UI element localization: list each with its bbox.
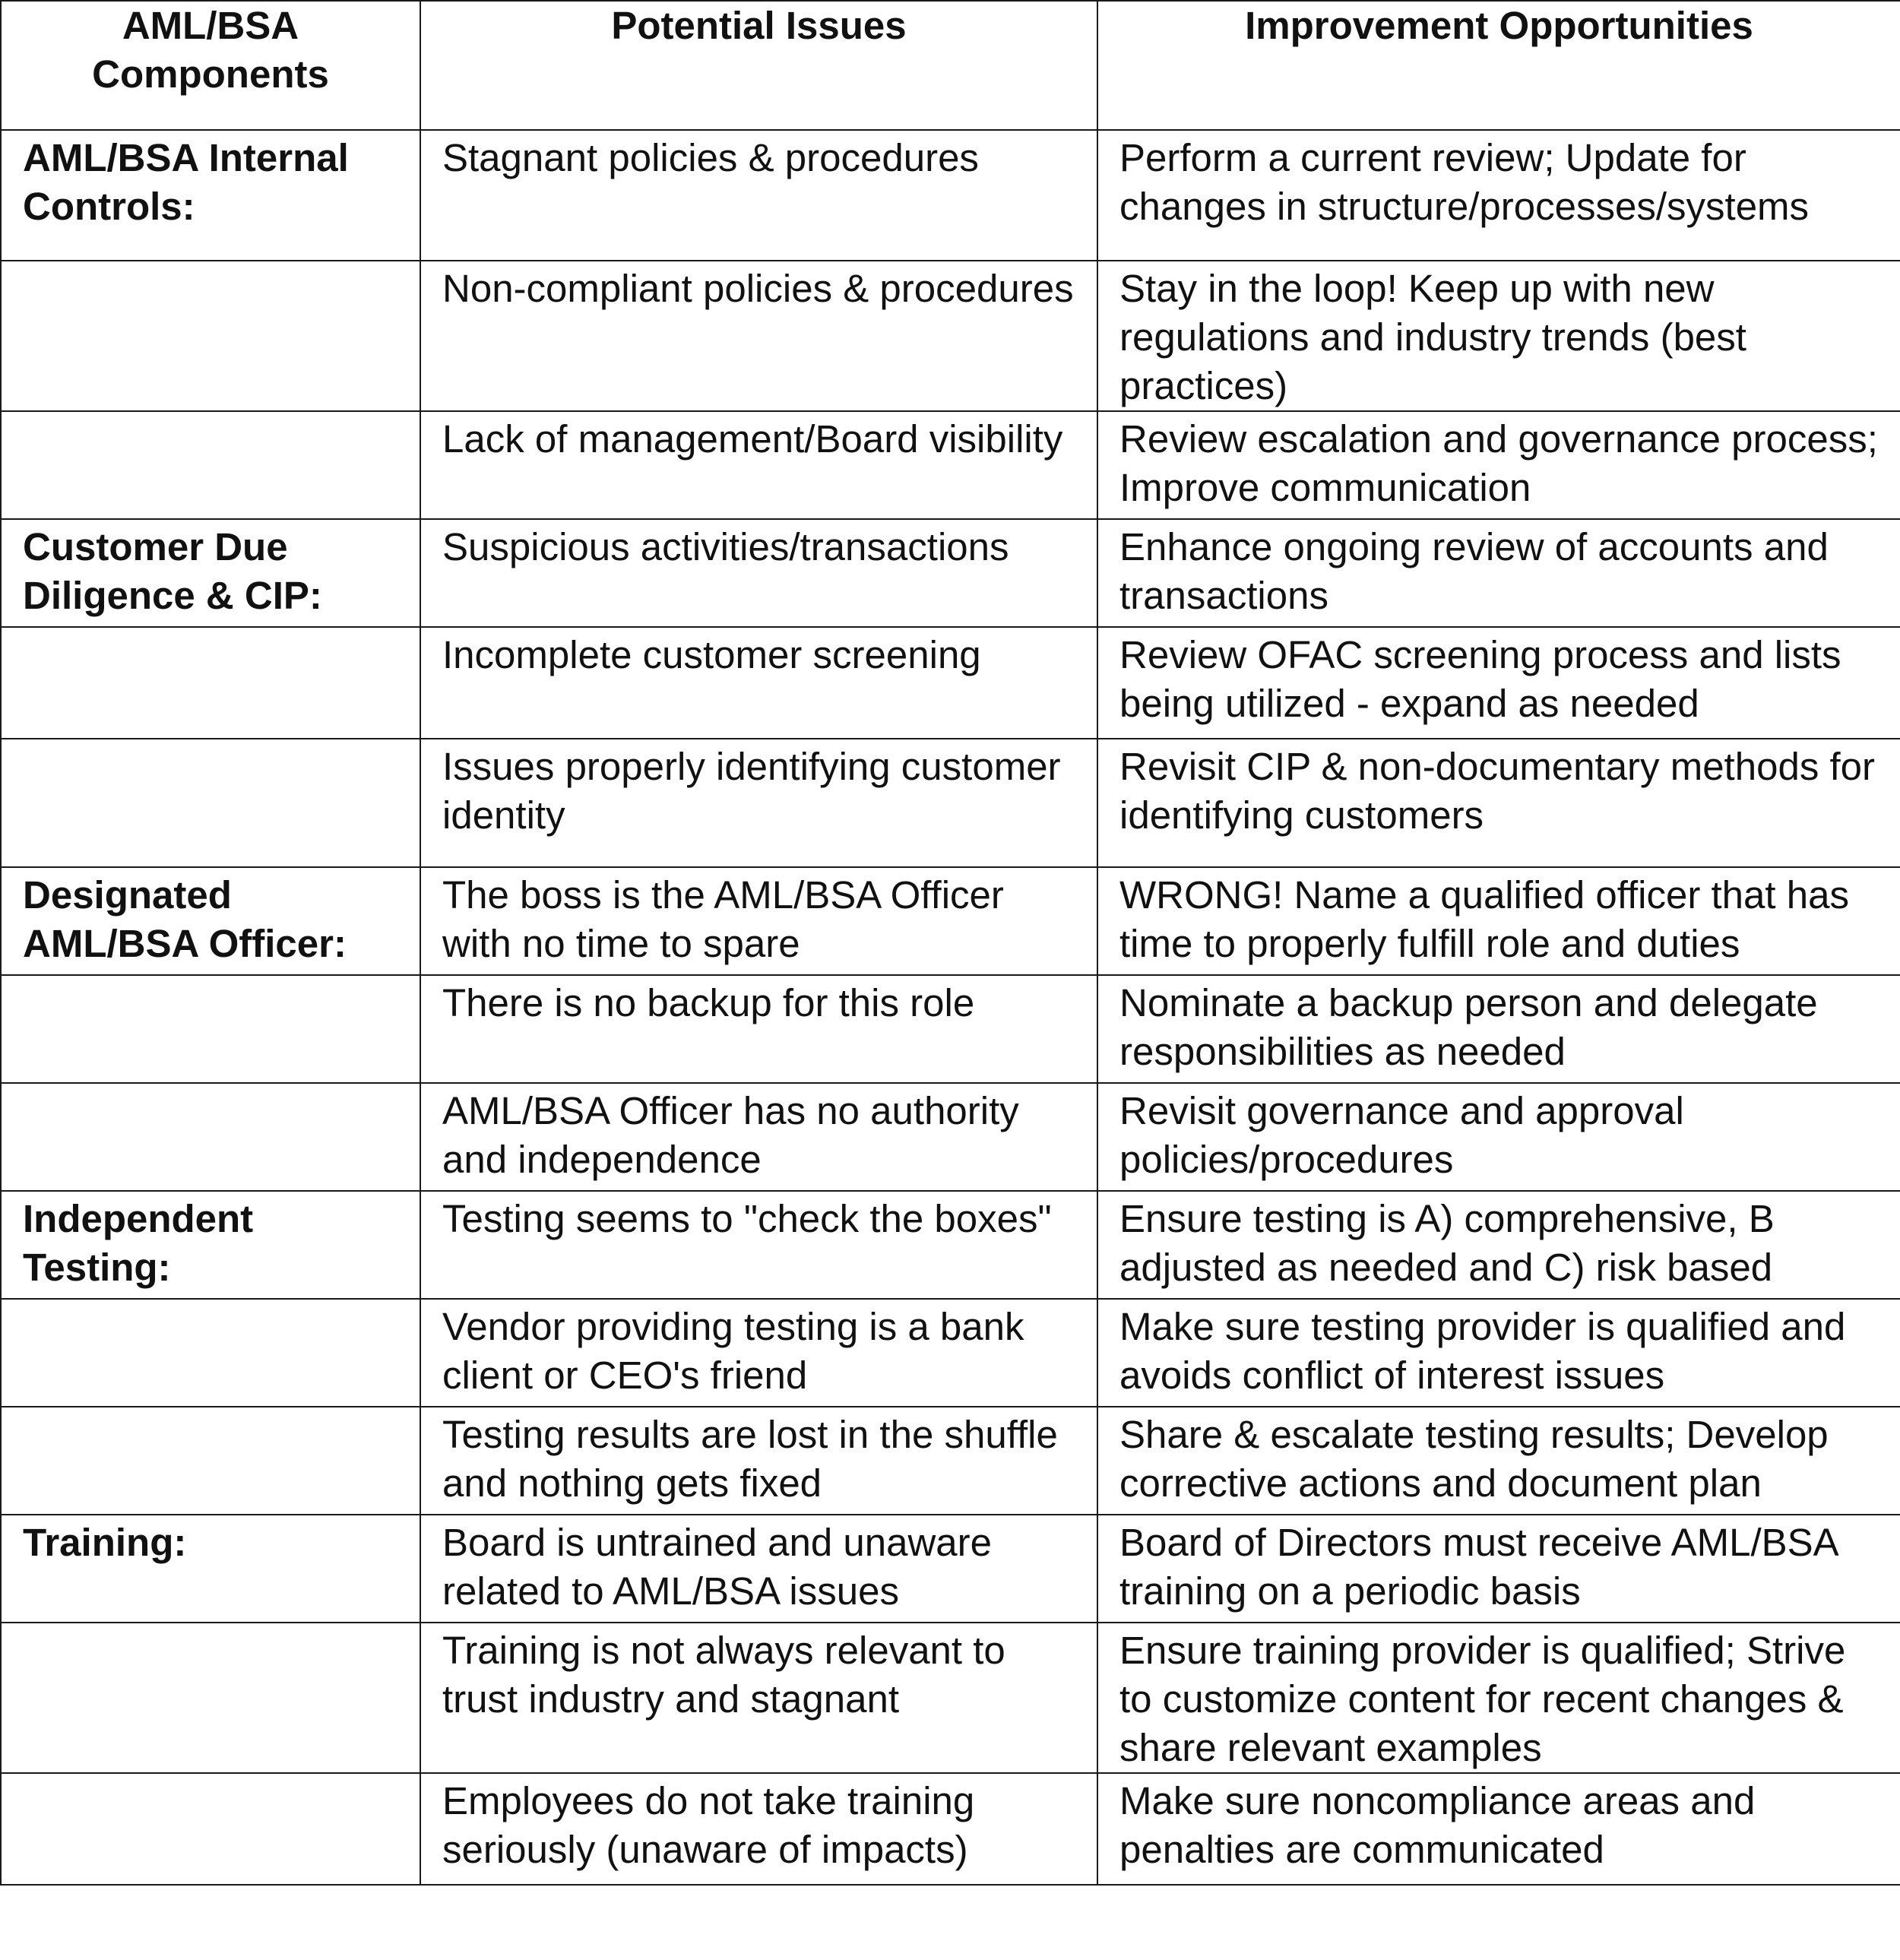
table-row [1,1299,1900,1407]
component-cell: Independent Testing: [1,1191,420,1299]
improvement-cell: Make sure testing provider is qualified and avoids conflict of interest issues [1097,1299,1900,1407]
table-row [1,867,1900,975]
issue-cell: There is no backup for this role [420,975,1097,1083]
improvement-cell: Ensure testing is A) comprehensive, B adjusted as needed and C) risk based [1097,1191,1900,1299]
issue-cell: Employees do not take training seriously (unaware of impacts) [420,1773,1097,1885]
component-cell: AML/BSA Internal Controls: [1,130,420,261]
improvement-cell: Perform a current review; Update for changes in structure/processes/systems [1097,130,1900,261]
component-cell [1,627,420,739]
component-cell [1,1299,420,1407]
improvement-cell: Ensure training provider is qualified; Strive to customize content for recent changes & share relevant examples [1097,1623,1900,1773]
improvement-cell: Revisit governance and approval policies/procedures [1097,1083,1900,1191]
improvement-cell: Review escalation and governance process; Improve communication [1097,411,1900,519]
table-row [1,1515,1900,1623]
issue-cell: Vendor providing testing is a bank client or CEO's friend [420,1299,1097,1407]
component-cell [1,1773,420,1885]
table-row [1,627,1900,739]
improvement-cell: Make sure noncompliance areas and penalties are communicated [1097,1773,1900,1885]
improvement-cell: Revisit CIP & non-documentary methods for identifying customers [1097,739,1900,867]
header-components: AML/BSA Components [1,1,420,130]
table-row [1,1773,1900,1885]
table-row [1,1407,1900,1515]
table-row [1,1623,1900,1773]
issue-cell: Stagnant policies & procedures [420,130,1097,261]
table-row [1,975,1900,1083]
table-row [1,261,1900,411]
table-row [1,411,1900,519]
component-cell [1,1623,420,1773]
header-row [1,1,1900,130]
issue-cell: Suspicious activities/transactions [420,519,1097,627]
table-row [1,1191,1900,1299]
component-cell [1,1083,420,1191]
table-row [1,130,1900,261]
improvement-cell: Nominate a backup person and delegate responsibilities as needed [1097,975,1900,1083]
improvement-cell: Board of Directors must receive AML/BSA training on a periodic basis [1097,1515,1900,1623]
issue-cell: Lack of management/Board visibility [420,411,1097,519]
component-cell [1,975,420,1083]
component-cell [1,261,420,411]
issue-cell: Testing seems to "check the boxes" [420,1191,1097,1299]
component-cell [1,411,420,519]
component-cell [1,1407,420,1515]
issue-cell: Non-compliant policies & procedures [420,261,1097,411]
issue-cell: Incomplete customer screening [420,627,1097,739]
improvement-cell: WRONG! Name a qualified officer that has time to properly fulfill role and duties [1097,867,1900,975]
issue-cell: Testing results are lost in the shuffle and nothing gets fixed [420,1407,1097,1515]
issue-cell: Issues properly identifying customer identity [420,739,1097,867]
table-row [1,739,1900,867]
improvement-cell: Review OFAC screening process and lists being utilized - expand as needed [1097,627,1900,739]
component-cell: Customer Due Diligence & CIP: [1,519,420,627]
header-improvement-opportunities: Improvement Opportunities [1097,1,1900,130]
table-row [1,519,1900,627]
component-cell: Designated AML/BSA Officer: [1,867,420,975]
component-cell: Training: [1,1515,420,1623]
issue-cell: AML/BSA Officer has no authority and independence [420,1083,1097,1191]
issue-cell: Training is not always relevant to trust industry and stagnant [420,1623,1097,1773]
header-potential-issues: Potential Issues [420,1,1097,130]
component-cell [1,739,420,867]
improvement-cell: Stay in the loop! Keep up with new regulations and industry trends (best practices) [1097,261,1900,411]
issue-cell: Board is untrained and unaware related to AML/BSA issues [420,1515,1097,1623]
improvement-cell: Enhance ongoing review of accounts and transactions [1097,519,1900,627]
table-row [1,1083,1900,1191]
improvement-cell: Share & escalate testing results; Develop corrective actions and document plan [1097,1407,1900,1515]
issue-cell: The boss is the AML/BSA Officer with no time to spare [420,867,1097,975]
